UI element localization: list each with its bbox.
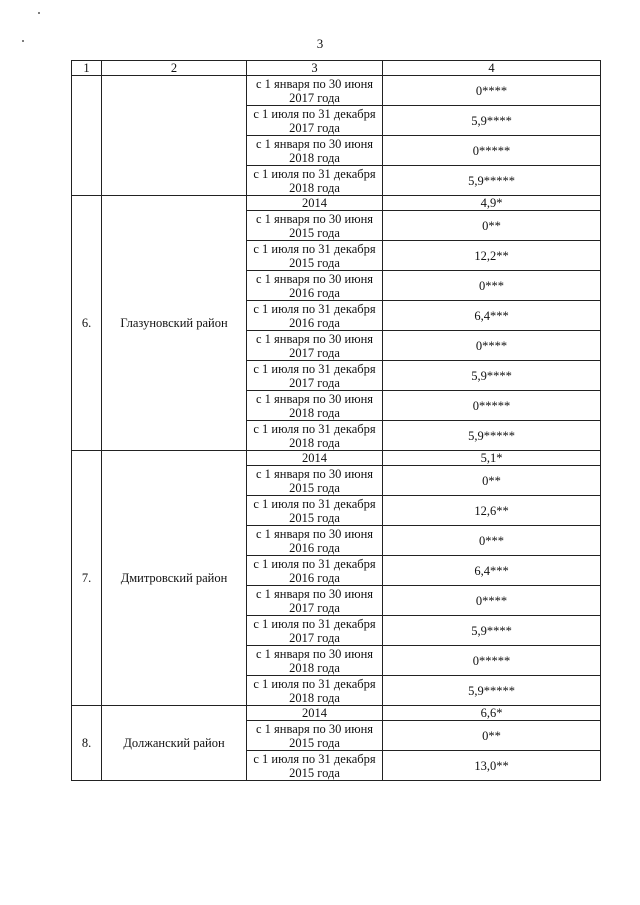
value-cell: 0** xyxy=(383,466,601,496)
value-cell: 13,0** xyxy=(383,751,601,781)
period-cell: 2014 xyxy=(247,451,383,466)
value-cell: 5,9**** xyxy=(383,106,601,136)
row-number-cell: 6. xyxy=(72,196,102,451)
period-cell: с 1 января по 30 июня 2015 года xyxy=(247,466,383,496)
header-row xyxy=(72,61,601,76)
period-cell: с 1 июля по 31 декабря 2017 года xyxy=(247,361,383,391)
value-cell: 0** xyxy=(383,721,601,751)
period-cell: с 1 января по 30 июня 2018 года xyxy=(247,391,383,421)
period-cell: с 1 января по 30 июня 2017 года xyxy=(247,586,383,616)
page-number: 3 xyxy=(316,36,324,51)
period-cell: с 1 июля по 31 декабря 2016 года xyxy=(247,301,383,331)
row-number-cell: 7. xyxy=(72,451,102,706)
value-cell: 0***** xyxy=(383,136,601,166)
value-cell: 5,9***** xyxy=(383,166,601,196)
period-cell: с 1 июля по 31 декабря 2017 года xyxy=(247,616,383,646)
value-cell: 0*** xyxy=(383,271,601,301)
row-number-cell xyxy=(72,76,102,196)
value-cell: 12,2** xyxy=(383,241,601,271)
period-cell: с 1 июля по 31 декабря 2015 года xyxy=(247,751,383,781)
value-cell: 0***** xyxy=(383,391,601,421)
value-cell: 5,1* xyxy=(383,451,601,466)
value-cell: 0**** xyxy=(383,586,601,616)
period-cell: с 1 июля по 31 декабря 2015 года xyxy=(247,241,383,271)
period-cell: 2014 xyxy=(247,706,383,721)
value-cell: 6,6* xyxy=(383,706,601,721)
header-cell: 4 xyxy=(383,61,601,76)
table-row xyxy=(72,451,601,466)
value-cell: 0**** xyxy=(383,76,601,106)
district-cell xyxy=(102,76,247,196)
period-cell: с 1 июля по 31 декабря 2018 года xyxy=(247,166,383,196)
row-number-cell: 8. xyxy=(72,706,102,781)
value-cell: 12,6** xyxy=(383,496,601,526)
value-cell: 0*** xyxy=(383,526,601,556)
header-cell: 1 xyxy=(72,61,102,76)
district-cell: Дмитровский район xyxy=(102,451,247,706)
period-cell: с 1 июля по 31 декабря 2015 года xyxy=(247,496,383,526)
period-cell: с 1 июля по 31 декабря 2018 года xyxy=(247,676,383,706)
header-cell: 2 xyxy=(102,61,247,76)
period-cell: с 1 января по 30 июня 2017 года xyxy=(247,331,383,361)
value-cell: 6,4*** xyxy=(383,556,601,586)
scan-speck xyxy=(22,40,24,42)
value-cell: 5,9***** xyxy=(383,421,601,451)
period-cell: с 1 января по 30 июня 2018 года xyxy=(247,646,383,676)
value-cell: 5,9***** xyxy=(383,676,601,706)
table-body xyxy=(72,61,601,781)
scan-speck xyxy=(38,12,40,14)
period-cell: с 1 июля по 31 декабря 2017 года xyxy=(247,106,383,136)
tariff-table xyxy=(71,60,601,781)
period-cell: с 1 января по 30 июня 2016 года xyxy=(247,526,383,556)
value-cell: 0***** xyxy=(383,646,601,676)
period-cell: с 1 января по 30 июня 2016 года xyxy=(247,271,383,301)
table-row xyxy=(72,706,601,721)
period-cell: с 1 июля по 31 декабря 2016 года xyxy=(247,556,383,586)
header-cell: 3 xyxy=(247,61,383,76)
period-cell: с 1 января по 30 июня 2015 года xyxy=(247,721,383,751)
period-cell: с 1 января по 30 июня 2017 года xyxy=(247,76,383,106)
period-cell: с 1 января по 30 июня 2018 года xyxy=(247,136,383,166)
period-cell: с 1 июля по 31 декабря 2018 года xyxy=(247,421,383,451)
table-row xyxy=(72,76,601,106)
value-cell: 4,9* xyxy=(383,196,601,211)
value-cell: 0**** xyxy=(383,331,601,361)
value-cell: 5,9**** xyxy=(383,361,601,391)
period-cell: 2014 xyxy=(247,196,383,211)
district-cell: Должанский район xyxy=(102,706,247,781)
value-cell: 6,4*** xyxy=(383,301,601,331)
value-cell: 5,9**** xyxy=(383,616,601,646)
value-cell: 0** xyxy=(383,211,601,241)
district-cell: Глазуновский район xyxy=(102,196,247,451)
period-cell: с 1 января по 30 июня 2015 года xyxy=(247,211,383,241)
table-row xyxy=(72,196,601,211)
